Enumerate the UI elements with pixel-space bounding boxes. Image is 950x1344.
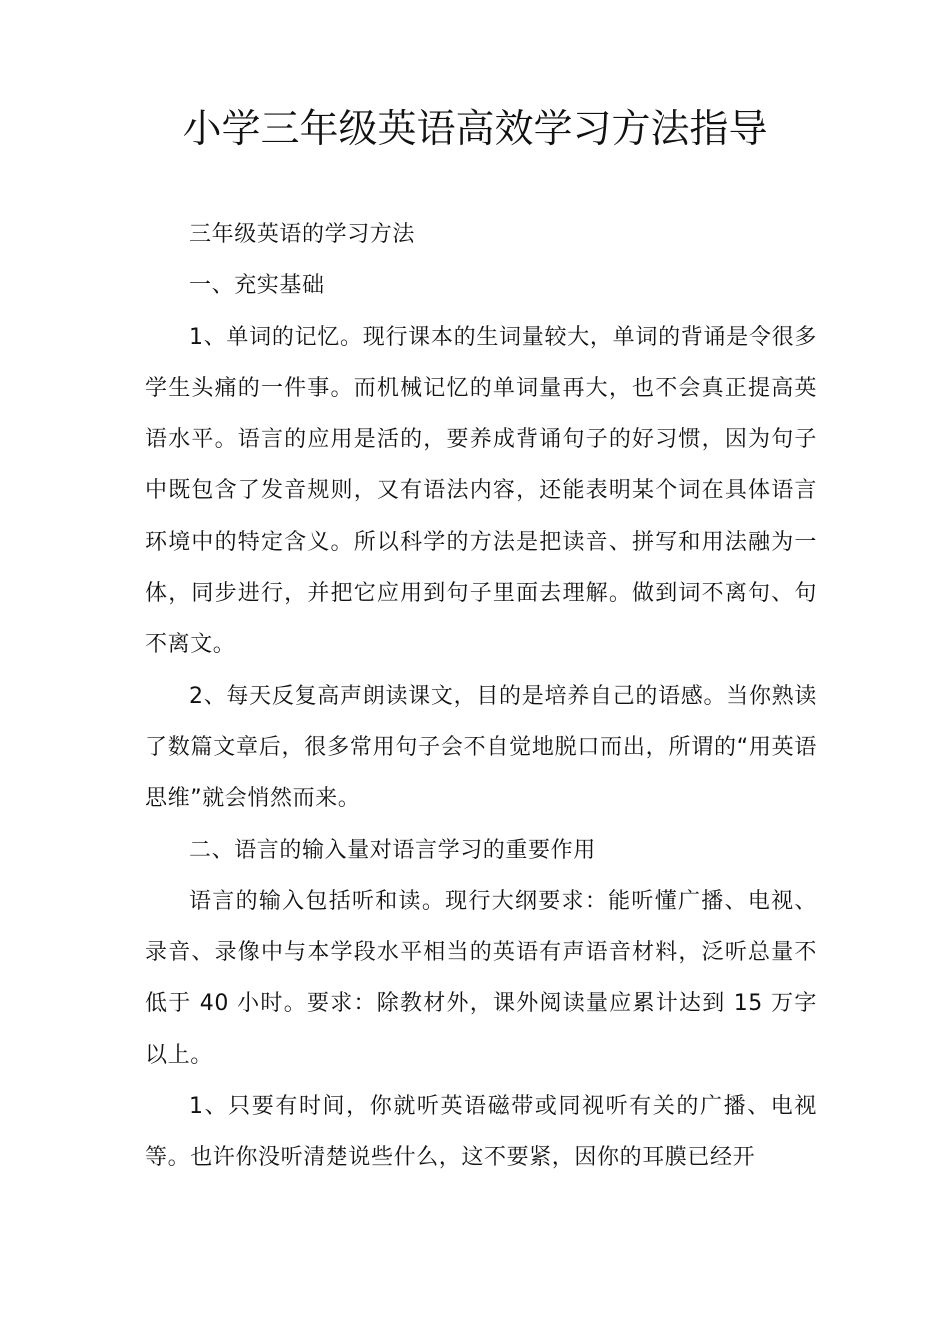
section-heading-input: 二、语言的输入量对语言学习的重要作用 xyxy=(189,837,596,863)
document-title: 小学三年级英语高效学习方法指导 xyxy=(182,107,768,152)
paragraph-input-requirements: 语言的输入包括听和读。现行大纲要求：能听懂广播、电视、录音、录像中与本学段水平相当的英语有声语音材料，泛听总量不低于 40 小时。要求：除教材外，课外阅读量应累计达到 15 万字以上。 xyxy=(145,888,817,1068)
paragraph-listening: 1、只要有时间，你就听英语磁带或同视听有关的广播、电视等。也许你没听清楚说些什么，这不要紧，因你的耳膜已经开 xyxy=(145,1094,817,1171)
paragraph-method-heading: 三年级英语的学习方法 xyxy=(189,222,416,247)
paragraph-read-aloud: 2、每天反复高声朗读课文，目的是培养自己的语感。当你熟读了数篇文章后，很多常用句子会不自觉地脱口而出，所谓的“用英语思维”就会悄然而来。 xyxy=(145,683,817,812)
paragraph-word-memory: 1、单词的记忆。现行课本的生词量较大，单词的背诵是令很多学生头痛的一件事。而机械记忆的单词量再大，也不会真正提高英语水平。语言的应用是活的，要养成背诵句子的好习惯，因为句子中既包含了发音规则，又有语法内容，还能表明某个词在具体语言环境中的特定含义。所以科学的方法是把读音、拼写和用法融为一体，同步进行，并把它应用到句子里面去理解。做到词不离句、句不离文。 xyxy=(145,324,817,658)
section-heading-foundation: 一、充实基础 xyxy=(189,273,325,299)
document-body xyxy=(145,209,817,1184)
